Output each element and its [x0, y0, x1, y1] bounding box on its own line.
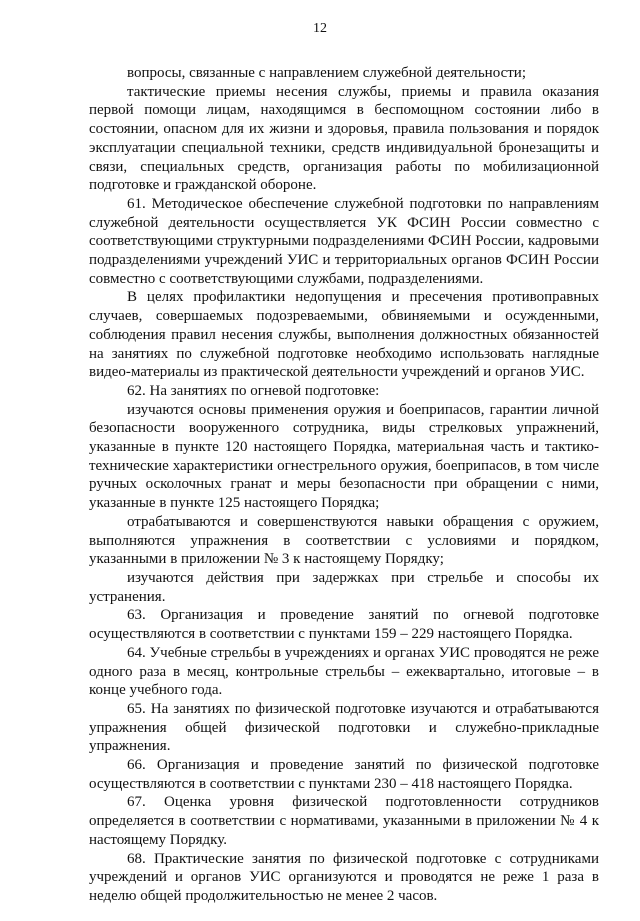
- paragraph-12: 66. Организация и проведение занятий по физической подготовке осуществляются в соответствии с пунктами 230 – 418 настоящего Порядка.: [89, 757, 599, 792]
- paragraph-4: В целях профилактики недопущения и пресечения противоправных случаев, совершаемых подозреваемыми, обвиняемыми и осужденными, соблюдения правил несения службы, выполнения должностных обязанностей на занятиях по служебной подготовке необходимо использовать наглядные видео-материалы из практической деятельности учреждений и органов УИС.: [89, 289, 599, 381]
- paragraph-2: тактические приемы несения службы, приемы и правила оказания первой помощи лицам, находящимся в беспомощном состоянии либо в состоянии, опасном для их жизни и здоровья, правила пользования и порядок эксплуатации специальной техники, средств индивидуальной бронезащиты и связи, специальных средств, организация работы по мобилизационной подготовке и гражданской обороне.: [89, 83, 599, 194]
- paragraph-3: 61. Методическое обеспечение служебной подготовки по направлениям служебной деятельности осуществляется УК ФСИН России совместно с соответствующими структурными подразделениями ФСИН России, кадровыми подразделениями учреждений УИС и территориальных органов ФСИН России совместно с соответствующими службами, подразделениями.: [89, 195, 599, 287]
- page-number: 12: [313, 21, 327, 36]
- paragraph-5: 62. На занятиях по огневой подготовке:: [127, 382, 380, 399]
- paragraph-7: отрабатываются и совершенствуются навыки обращения с оружием, выполняются упражнения в соответствии с условиями и порядком, указанными в приложении № 3 к настоящему Порядку;: [89, 513, 599, 568]
- paragraph-8: изучаются действия при задержках при стрельбе и способы их устранения.: [89, 569, 599, 605]
- paragraph-1: вопросы, связанные с направлением служебной деятельности;: [127, 65, 526, 81]
- paragraph-9: 63. Организация и проведение занятий по огневой подготовке осуществляются в соответствии с пунктами 159 – 229 настоящего Порядка.: [89, 607, 599, 643]
- document-body: [89, 64, 599, 906]
- paragraph-14: 68. Практические занятия по физической подготовке с сотрудниками учреждений и органов УИС организуются и проводятся не реже 1 раза в неделю общей продолжительностью не менее 2 часов.: [89, 850, 599, 904]
- paragraph-13: 67. Оценка уровня физической подготовленности сотрудников определяется в соответствии с нормативами, указанными в приложении № 4 к настоящему Порядку.: [89, 794, 599, 848]
- paragraph-10: 64. Учебные стрельбы в учреждениях и органах УИС проводятся не реже одного раза в месяц, контрольные стрельбы – ежеквартально, итоговые – в конце учебного года.: [89, 644, 599, 699]
- paragraph-6: изучаются основы применения оружия и боеприпасов, гарантии личной безопасности вооруженного сотрудника, виды стрелковых упражнений, указанные в пункте 120 настоящего Порядка, материальная часть и тактико-технические характеристики огнестрельного оружия, боеприпасов, в том числе ручных осколочных гранат и меры безопасности при обращении с ними, указанные в пункте 125 настоящего Порядка;: [89, 401, 599, 512]
- paragraph-11: 65. На занятиях по физической подготовке изучаются и отрабатываются упражнения общей физической подготовки и служебно-прикладные упражнения.: [89, 700, 599, 755]
